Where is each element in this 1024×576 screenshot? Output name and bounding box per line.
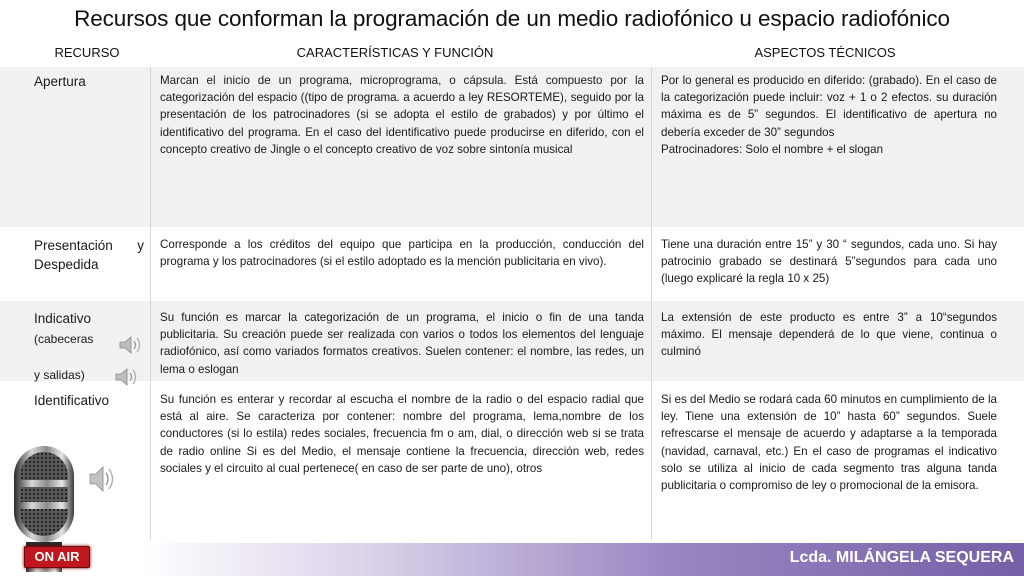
- column-header-resource: RECURSO: [54, 45, 120, 60]
- technical-text: Por lo general es producido en diferido: (grabado). En el caso de la categorización puede incluir: voz + 1 o 2 efectos. su duración máxima es de 5” segundos. El identificativo de apertura no debería exceder de 30” segundos: [661, 74, 997, 139]
- column-header-characteristics: CARACTERÍSTICAS Y FUNCIÓN: [296, 45, 494, 60]
- technical-cell-indicativo: La extensión de este producto es entre 3” a 10“segundos máximo. El mensaje dependerá de lo que viene, continua o culminó: [661, 311, 997, 359]
- footer-bar: [140, 543, 1024, 576]
- row-label-identificativo: Identificativo: [34, 393, 110, 408]
- row-label-indicativo-sub: (cabeceras: [34, 332, 94, 346]
- author-name: Lcda. MILÁNGELA SEQUERA: [789, 549, 1014, 566]
- on-air-badge: ON AIR: [24, 546, 90, 568]
- row-label-indicativo-sub: y salidas): [34, 368, 85, 382]
- characteristics-cell-indicativo: Su función es marcar la categorización de un programa, el inicio o fin de una tanda publicitaria. Su creación puede ser realizada con varios o todos los elementos del lenguaje radiofónico, así como variados formatos creativos. Suelen contener: el nombre, las redes, un lema o eslogan: [160, 311, 644, 376]
- speaker-icon[interactable]: [114, 366, 142, 388]
- column-header-technical: ASPECTOS TÉCNICOS: [754, 45, 896, 60]
- row-label-indicativo: Indicativo: [34, 311, 92, 326]
- column-divider: [651, 67, 652, 540]
- technical-cell-apertura: [661, 72, 997, 158]
- column-divider: [150, 67, 151, 540]
- characteristics-cell-apertura: Marcan el inicio de un programa, microprograma, o cápsula. Está compuesto por la categorización del espacio ((tipo de programa. a acuerdo a ley RESORTEME), seguido por la presentación de los patrocinadores (si se adopta el estilo de grabados) y por último el identificativo del programa. En el caso del identificativo puede producirse en diferido, con el concepto creativo de Jingle o el concepto creativo de voz sobre sintonía musical: [160, 74, 644, 156]
- characteristics-cell-presentacion: Corresponde a los créditos del equipo que participa en la producción, conducción del programa y los patrocinadores (si el estilo adoptado es la mención publicitaria en vivo).: [160, 238, 644, 269]
- technical-cell-identificativo: Si es del Medio se rodará cada 60 minutos en cumplimiento de la ley. Tiene una extensión de 10” hasta 60” segundos. Suele refrescarse el mensaje de acuerdo y adaptarse a la temporada (navidad, carnaval, etc.) En el caso de programas el indicativo solo se utiliza al inicio de cada segmento tras alguna tanda publicitaria o compromiso de ley o promocional de la emisora.: [661, 393, 997, 493]
- speaker-icon[interactable]: [118, 334, 146, 356]
- characteristics-cell-identificativo: Su función es enterar y recordar al escucha el nombre de la radio o del espacio radial que está al aire. Se caracteriza por contener: nombre del programa, lema,nombre de los conductores (si lo estila) redes sociales, frecuencia fm o am, dial, o dirección web si se trata de radio online Si es del Medio, el mensaje contiene la frecuencia, dirección web, redes sociales y el circuito al cual pertenece( en caso de ser parte de uno), otros: [160, 393, 644, 475]
- technical-text-sponsors: Patrocinadores: Solo el nombre + el slogan: [661, 142, 884, 156]
- row-label-apertura: Apertura: [34, 74, 86, 89]
- row-label-presentacion: Presentación y Despedida: [34, 238, 144, 272]
- technical-cell-presentacion: Tiene una duración entre 15” y 30 “ segundos, cada uno. Si hay patrocinio grabado se destinará 5”segundos para cada uno (luego explicaré la regla 10 x 25): [661, 238, 997, 286]
- page-title: Recursos que conforman la programación de un medio radiofónico u espacio radiofónico: [74, 6, 950, 31]
